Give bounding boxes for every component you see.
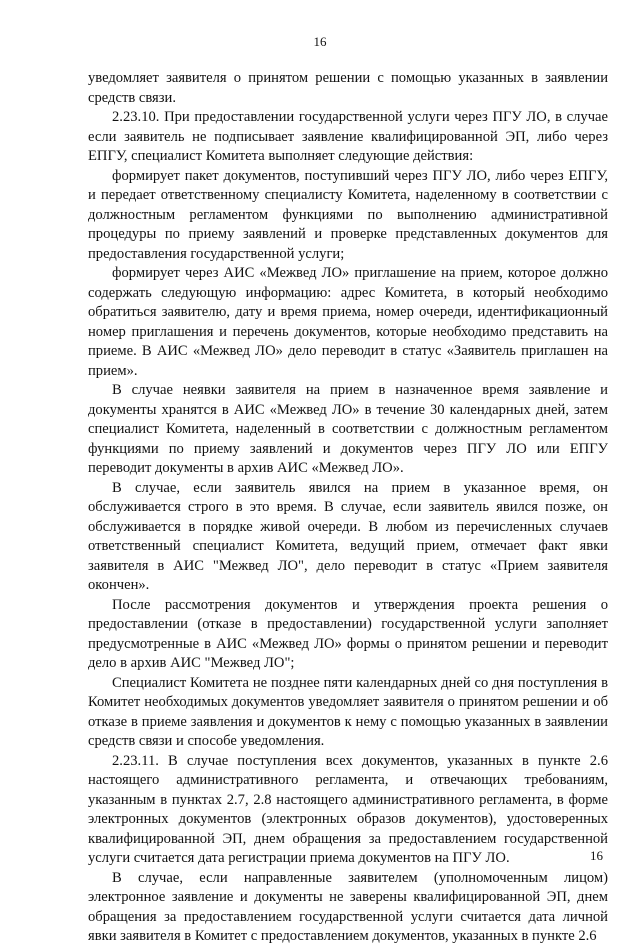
paragraph-9: 2.23.11. В случае поступления всех документов, указанных в пункте 2.6 настоящего административного регламента, и отвечающих требованиям, указанным в пунктах 2.7, 2.8 настоящего административного регламента, в форме электронных документов (электронных образов документов), удостоверенных квалифицированной ЭП, днем обращения за предоставлением государственной услуги считается дата регистрации приема документов на ПГУ ЛО.: [88, 752, 608, 866]
document-body: [88, 69, 608, 947]
paragraph-3: формирует пакет документов, поступивший через ПГУ ЛО, либо через ЕПГУ, и передает ответственному специалисту Комитета, наделенному в соответствии с должностным регламентом функциями по выполнению административной процедуры по приему заявлений и проверке представленных документов для предоставления государственной услуги;: [88, 167, 608, 262]
paragraph-5: В случае неявки заявителя на прием в назначенное время заявление и документы хранятся в АИС «Межвед ЛО» в течение 30 календарных дней, затем специалист Комитета, наделенный в соответствии с должностным регламентом функциями по приему заявлений и документов через ПГУ ЛО или ЕПГУ переводит документы в архив АИС «Межвед ЛО».: [88, 382, 608, 476]
paragraph-1: уведомляет заявителя о принятом решении с помощью указанных в заявлении средств связи.: [88, 70, 608, 106]
paragraph-6: В случае, если заявитель явился на прием в указанное время, он обслуживается строго в это время. В случае, если заявитель явился позже, он обслуживается в порядке живой очереди. В любом из перечисленных случаев ответственный специалист Комитета, ведущий прием, отмечает факт явки заявителя в АИС "Межвед ЛО", дело переводит в статус «Прием заявителя окончен».: [88, 479, 608, 593]
paragraph-10: В случае, если направленные заявителем (уполномоченным лицом) электронное заявление и документы не заверены квалифицированной ЭП, днем обращения за предоставлением государственной услуги считается дата личной явки заявителя в Комитет с предоставлением документов, указанных в пункте 2.6: [88, 869, 608, 944]
paragraph-4: формирует через АИС «Межвед ЛО» приглашение на прием, которое должно содержать следующую информацию: адрес Комитета, в который необходимо обратиться заявителю, дату и время приема, номер очереди, идентификационный номер приглашения и перечень документов, которые необходимо представить на приеме. В АИС «Межвед ЛО» дело переводит в статус «Заявитель приглашен на прием».: [88, 265, 608, 379]
paragraph-2: 2.23.10. При предоставлении государственной услуги через ПГУ ЛО, в случае если заявитель не подписывает заявление квалифицированной ЭП, либо через ЕПГУ, специалист Комитета выполняет следующие действия:: [88, 109, 608, 164]
page-number-top: 16: [313, 34, 327, 49]
paragraph-7: После рассмотрения документов и утверждения проекта решения о предоставлении (отказе в предоставлении) государственной услуги заполняет предусмотренные в АИС «Межвед ЛО» формы о принятом решении и переводит дело в архив АИС "Межвед ЛО";: [88, 596, 608, 671]
page-number-bottom: 16: [590, 848, 603, 863]
paragraph-8: Специалист Комитета не позднее пяти календарных дней со дня поступления в Комитет необходимых документов уведомляет заявителя о принятом решении и об отказе в приеме заявления и документов к нему с помощью указанных в заявлении средств связи и способе уведомления.: [88, 674, 608, 749]
